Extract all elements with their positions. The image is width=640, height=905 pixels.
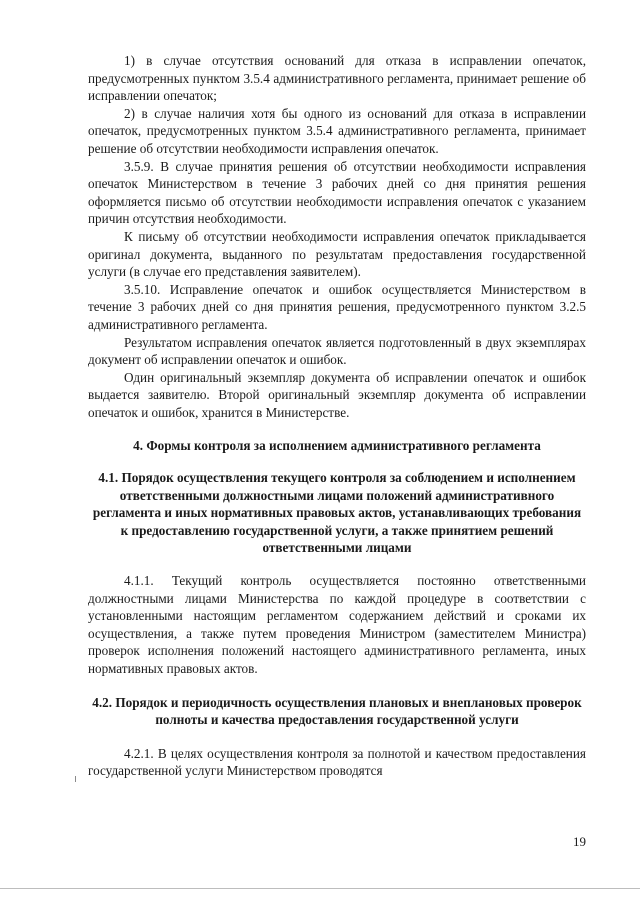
paragraph-4-1-1: 4.1.1. Текущий контроль осуществляется постоянно ответственными должностными лицами Министерства по каждой процедуре в соответствии с установленными настоящим регламентом содержанием действий и сроками их осуществления, а также путем проведения Министром (заместителем Министра) проверок исполнения положений настоящего административного регламента, иных нормативных правовых актов. xyxy=(88,573,586,676)
paragraph-decision-correction: 1) в случае отсутствия оснований для отказа в исправлении опечаток, предусмотренных пунктом 3.5.4 административного регламента, принимает решение об исправлении опечаток; xyxy=(88,53,586,104)
margin-mark xyxy=(75,776,76,782)
paragraph-correction-result: Результатом исправления опечаток является подготовленный в двух экземплярах документ об исправлении опечаток и ошибок. xyxy=(88,334,586,368)
paragraph-original-copies: Один оригинальный экземпляр документа об исправлении опечаток и ошибок выдается заявителю. Второй оригинальный экземпляр документа об исправлении опечаток и ошибок, хранится в Министерстве. xyxy=(88,369,586,420)
paragraph-4-2-1: 4.2.1. В целях осуществления контроля за полнотой и качеством предоставления государственной услуги Министерством проводятся xyxy=(88,745,586,779)
page-number: 19 xyxy=(573,834,586,849)
paragraph-letter-attachment: К письму об отсутствии необходимости исправления опечаток прикладывается оригинал документа, выданного по результатам предоставления государственной услуги (в случае его представления заявителем). xyxy=(88,228,586,280)
section-4-heading: 4. Формы контроля за исполнением административного регламента xyxy=(133,438,541,454)
subsection-4-1-heading: 4.1. Порядок осуществления текущего контроля за соблюдением и исполнением ответственными должностными лицами положений административного регламента и иных нормативных правовых актов, устанавливающих требования к предоставлению государственной услуги, а также принятием решений ответственными лицами xyxy=(92,470,582,556)
subsection-4-2-heading: 4.2. Порядок и периодичность осуществления плановых и внеплановых проверок полноты и качества предоставления государственной услуги xyxy=(92,694,582,728)
paragraph-decision-no-correction: 2) в случае наличия хотя бы одного из оснований для отказа в исправлении опечаток, предусмотренных пунктом 3.5.4 административного регламента, принимает решение об отсутствии необходимости исправления опечаток. xyxy=(88,105,586,156)
paragraph-3-5-10: 3.5.10. Исправление опечаток и ошибок осуществляется Министерством в течение 3 рабочих дней со дня принятия решения, предусмотренного пунктом 3.2.5 административного регламента. xyxy=(88,281,586,332)
document-page xyxy=(88,52,586,780)
page-bottom-rule xyxy=(0,888,640,889)
paragraph-3-5-9: 3.5.9. В случае принятия решения об отсутствии необходимости исправления опечаток Министерством в течение 3 рабочих дней со дня принятия решения оформляется письмо об отсутствии необходимости исправления опечаток с указанием причин отсутствия необходимости. xyxy=(88,158,586,227)
